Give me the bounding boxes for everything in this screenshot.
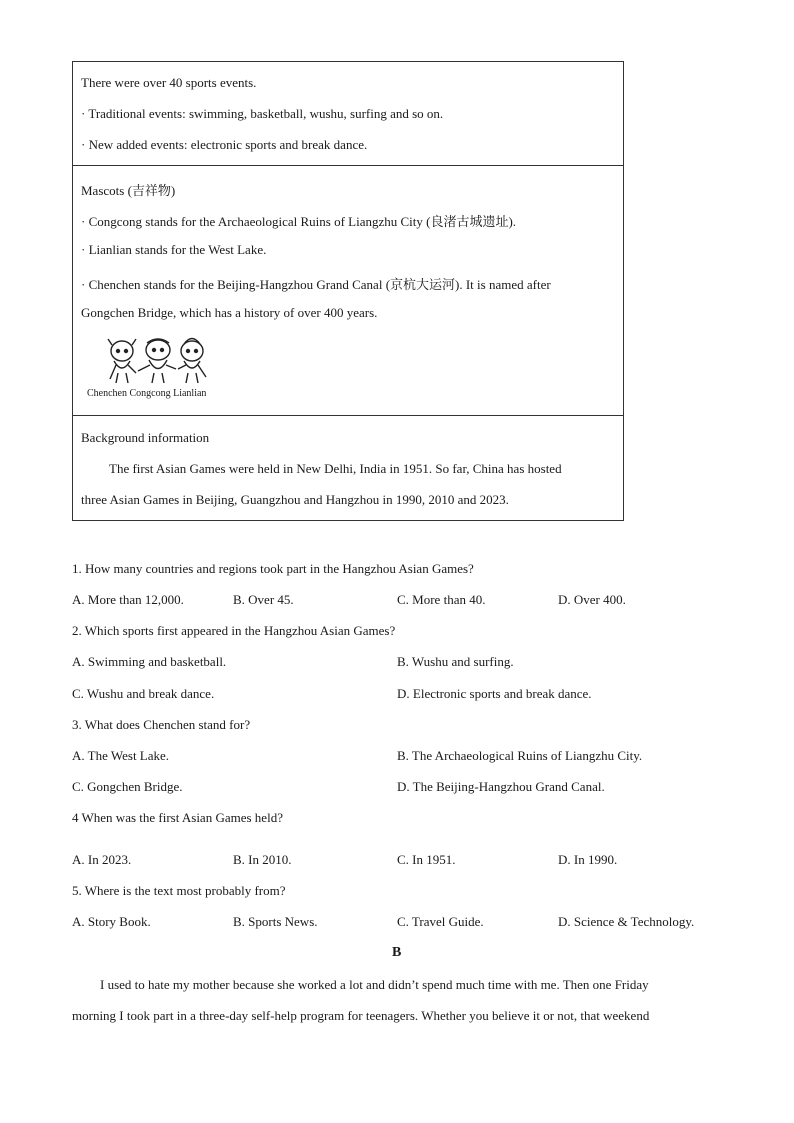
section-b-paragraph-line-1: I used to hate my mother because she worked a lot and didn’t spend much time with me. Then one Friday [100, 977, 649, 992]
mascots-line-2: · Lianlian stands for the West Lake. [81, 242, 267, 257]
mascots-line-1: · Congcong stands for the Archaeological Ruins of Liangzhu City (良渚古城遗址). [81, 214, 517, 229]
q1-option-b: B. Over 45. [233, 592, 294, 607]
q5-option-b: B. Sports News. [233, 914, 318, 929]
question-1: 1. How many countries and regions took part in the Hangzhou Asian Games? [72, 561, 474, 576]
background-line-1: The first Asian Games were held in New Delhi, India in 1951. So far, China has hosted [109, 461, 562, 476]
q5-option-d: D. Science & Technology. [558, 914, 695, 929]
q2-option-b: B. Wushu and surfing. [397, 654, 514, 669]
q4-option-b: B. In 2010. [233, 852, 292, 867]
q2-option-c: C. Wushu and break dance. [72, 686, 215, 701]
q3-option-b: B. The Archaeological Ruins of Liangzhu City. [397, 748, 643, 763]
q2-option-a: A. Swimming and basketball. [72, 654, 227, 669]
mascots-line-4: Gongchen Bridge, which has a history of over 400 years. [81, 305, 378, 320]
q1-option-a: A. More than 12,000. [72, 592, 184, 607]
mascots-title: Mascots (吉祥物) [81, 183, 176, 198]
background-title: Background information [81, 430, 210, 445]
q5-option-c: C. Travel Guide. [397, 914, 484, 929]
q5-option-a: A. Story Book. [72, 914, 151, 929]
q1-option-c: C. More than 40. [397, 592, 486, 607]
question-2: 2. Which sports first appeared in the Hangzhou Asian Games? [72, 623, 396, 638]
question-3: 3. What does Chenchen stand for? [72, 717, 251, 732]
events-line-1: There were over 40 sports events. [81, 75, 257, 90]
events-line-2: · Traditional events: swimming, basketball, wushu, surfing and so on. [81, 106, 444, 121]
background-cell [72, 415, 624, 521]
q1-option-d: D. Over 400. [558, 592, 626, 607]
q3-option-a: A. The West Lake. [72, 748, 170, 763]
background-line-2: three Asian Games in Beijing, Guangzhou and Hangzhou in 1990, 2010 and 2023. [81, 492, 509, 507]
section-b-heading: B [392, 945, 402, 960]
section-b-paragraph-line-2: morning I took part in a three-day self-help program for teenagers. Whether you believe it or not, that weekend [72, 1008, 650, 1023]
q2-option-d: D. Electronic sports and break dance. [397, 686, 592, 701]
events-cell [72, 61, 624, 166]
q3-option-d: D. The Beijing-Hangzhou Grand Canal. [397, 779, 605, 794]
q4-option-a: A. In 2023. [72, 852, 132, 867]
mascots-image-caption: Chenchen Congcong Lianlian [87, 388, 207, 399]
question-4: 4 When was the first Asian Games held? [72, 810, 283, 825]
q3-option-c: C. Gongchen Bridge. [72, 779, 183, 794]
question-5: 5. Where is the text most probably from? [72, 883, 286, 898]
q4-option-c: C. In 1951. [397, 852, 456, 867]
q4-option-d: D. In 1990. [558, 852, 618, 867]
mascots-line-3: · Chenchen stands for the Beijing-Hangzhou Grand Canal (京杭大运河). It is named after [81, 277, 551, 292]
events-line-3: · New added events: electronic sports and break dance. [81, 137, 368, 152]
